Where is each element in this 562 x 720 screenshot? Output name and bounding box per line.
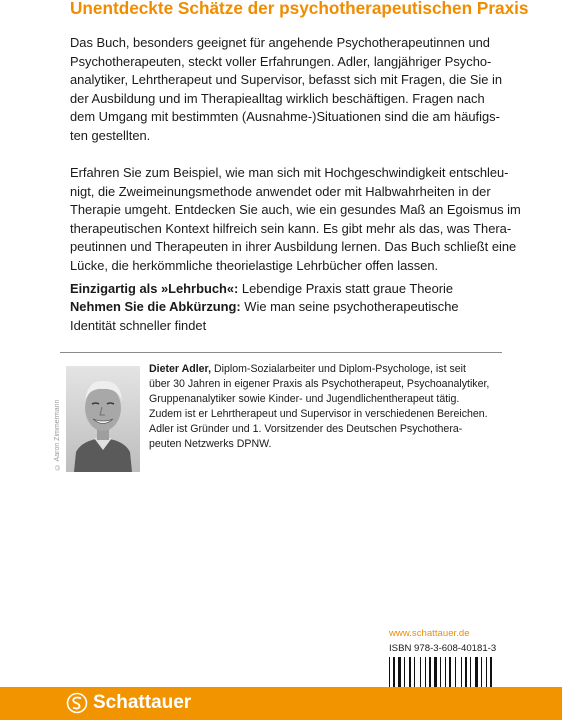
publisher-name: Schattauer bbox=[93, 692, 192, 713]
author-bio bbox=[149, 362, 509, 452]
barcode-icon bbox=[389, 657, 507, 687]
barcode-bar bbox=[461, 657, 462, 687]
paragraph-line: ten gestellten. bbox=[70, 127, 151, 143]
barcode-bar bbox=[393, 657, 395, 687]
feature-2 bbox=[70, 298, 500, 335]
publisher-logo[interactable] bbox=[66, 691, 191, 715]
schattauer-logo-icon bbox=[66, 692, 88, 714]
paragraph-line: Psychotherapeuten, steckt voller Erfahrungen. Adler, langjähriger Psycho- bbox=[70, 53, 492, 69]
barcode-bar bbox=[465, 657, 467, 687]
bio-line bbox=[149, 362, 509, 377]
author-name: Dieter Adler, bbox=[149, 363, 212, 375]
barcode-bar bbox=[398, 657, 401, 687]
paragraph-line: der Ausbildung und im Therapiealltag wirklich beschäftigen. Fragen nach bbox=[70, 90, 485, 106]
photo-credit: © Aaron Zimmermann bbox=[54, 399, 61, 470]
barcode-bar bbox=[490, 657, 492, 687]
barcode-bar bbox=[389, 657, 390, 687]
barcode-bar bbox=[409, 657, 411, 687]
barcode-bar bbox=[445, 657, 446, 687]
feature-text: Lebendige Praxis statt graue Theorie bbox=[238, 281, 454, 296]
paragraph-line: Therapie umgeht. Entdecken Sie auch, wie ein gesundes Maß an Egoismus im bbox=[70, 202, 521, 218]
barcode-bar bbox=[486, 657, 487, 687]
isbn-number: ISBN 978-3-608-40181-3 bbox=[389, 643, 497, 654]
barcode-bar bbox=[420, 657, 421, 687]
bio-line: peuten Netzwerks DPNW. bbox=[149, 438, 272, 450]
barcode-bar bbox=[404, 657, 405, 687]
barcode-bar bbox=[455, 657, 456, 687]
barcode-bar bbox=[414, 657, 415, 687]
publisher-website-link[interactable]: www.schattauer.de bbox=[389, 628, 470, 639]
barcode-bar bbox=[434, 657, 437, 687]
back-cover-title: Unentdeckte Schätze der psychotherapeutischen Praxis bbox=[70, 0, 529, 18]
barcode-bar bbox=[475, 657, 478, 687]
description-paragraph-1 bbox=[70, 34, 503, 146]
author-portrait bbox=[66, 366, 140, 472]
bio-line: Gruppenanalytiker sowie Kinder- und Jugendlichentherapeut tätig. bbox=[149, 393, 460, 405]
publisher-footer-bar bbox=[0, 687, 562, 720]
paragraph-line: Lücke, die herkömmliche theorielastige Lehrbücher offen lassen. bbox=[70, 257, 439, 273]
description-paragraph-2 bbox=[70, 164, 521, 276]
paragraph-line: Das Buch, besonders geeignet für angehende Psychotherapeutinnen und bbox=[70, 35, 490, 50]
paragraph-line: therapeutischen Kontext hilfreich sein kann. Es gibt mehr als das, was Thera- bbox=[70, 220, 512, 236]
bio-line: über 30 Jahren in eigener Praxis als Psychotherapeut, Psychoanalytiker, bbox=[149, 378, 490, 390]
feature-1 bbox=[70, 280, 500, 299]
barcode-bar bbox=[449, 657, 451, 687]
paragraph-line: nigt, die Zweimeinungsmethode anwendet oder mit Halbwahrheiten in der bbox=[70, 183, 491, 199]
section-divider bbox=[60, 352, 502, 353]
paragraph-line: dem Umgang mit bestimmten (Ausnahme-)Situationen sind die am häufigs- bbox=[70, 109, 500, 125]
barcode-bar bbox=[470, 657, 471, 687]
barcode-bar bbox=[429, 657, 431, 687]
paragraph-line: peutinnen und Therapeuten in ihrer Ausbildung lernen. Das Buch schließt eine bbox=[70, 239, 517, 255]
bio-line: Adler ist Gründer und 1. Vorsitzender des Deutschen Psychothera- bbox=[149, 423, 463, 435]
paragraph-line: Erfahren Sie zum Beispiel, wie man sich mit Hochgeschwindigkeit entschleu- bbox=[70, 165, 509, 180]
paragraph-line: analytiker, Lehrtherapeut und Supervisor, befasst sich mit Fragen, die Sie in bbox=[70, 72, 503, 88]
feature-text: Wie man seine psychotherapeutische Identität schneller findet bbox=[70, 299, 459, 333]
barcode-bar bbox=[481, 657, 482, 687]
barcode-bar bbox=[440, 657, 441, 687]
bio-first-text: Diplom-Sozialarbeiter und Diplom-Psychologe, ist seit bbox=[211, 363, 466, 375]
author-portrait-image bbox=[66, 366, 140, 472]
bio-line: Zudem ist er Lehrtherapeut und Supervisor in verschiedenen Bereichen. bbox=[149, 408, 488, 420]
feature-label: Einzigartig als »Lehrbuch«: bbox=[70, 281, 239, 296]
feature-label: Nehmen Sie die Abkürzung: bbox=[70, 299, 241, 314]
barcode-bar bbox=[425, 657, 426, 687]
